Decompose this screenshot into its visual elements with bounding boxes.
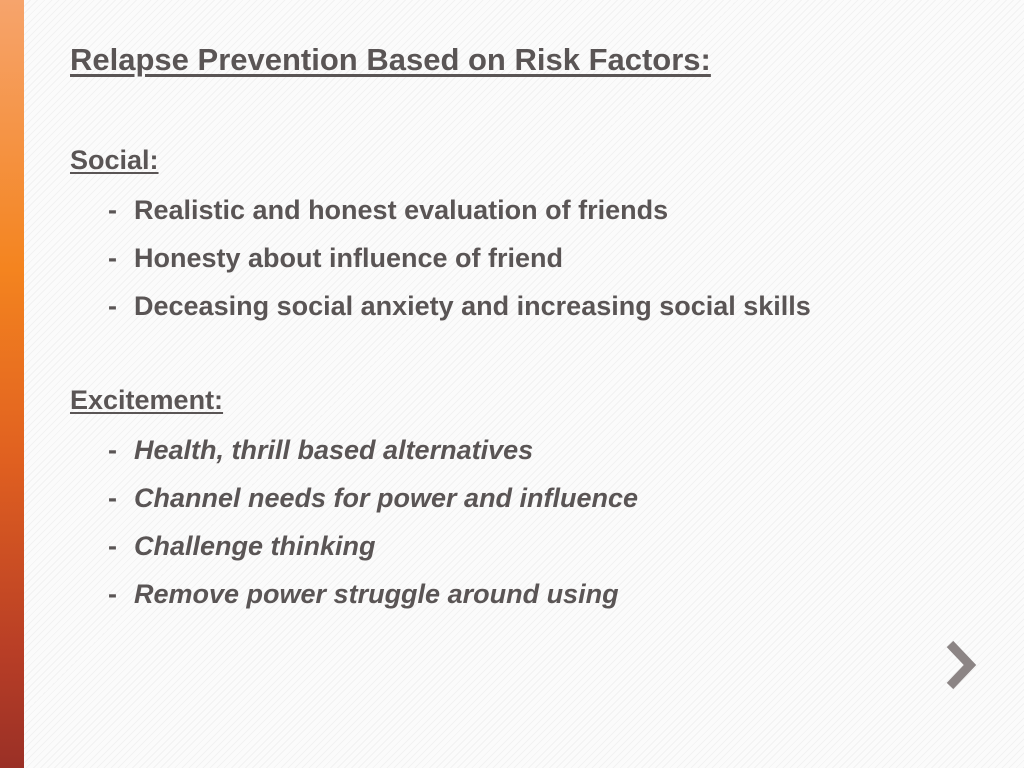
section-excitement [70,378,970,618]
bullet-text: Realistic and honest evaluation of friends [134,195,669,225]
bullet-dash: - [108,435,117,465]
slide-content [70,38,970,618]
list-item [70,234,970,282]
list-item [70,474,970,522]
list-item [70,186,970,234]
bullet-dash: - [108,243,117,273]
accent-bar [0,0,24,768]
bullet-text: Challenge thinking [134,531,376,561]
bullet-dash: - [108,291,117,321]
section-heading-excitement: Excitement: [70,385,224,415]
bullet-text: Channel needs for power and influence [134,483,639,513]
bullet-text: Remove power struggle around using [134,579,619,609]
list-item [70,426,970,474]
bullet-text: Deceasing social anxiety and increasing social skills [134,291,811,321]
bullet-list-social [70,186,970,330]
list-item [70,282,970,330]
bullet-text: Honesty about influence of friend [134,243,564,273]
bullet-list-excitement [70,426,970,618]
bullet-text: Health, thrill based alternatives [134,435,534,465]
next-slide-button[interactable] [944,640,978,690]
bullet-dash: - [108,483,117,513]
section-social [70,138,970,330]
list-item [70,570,970,618]
list-item [70,522,970,570]
bullet-dash: - [108,195,117,225]
section-heading-social: Social: [70,145,159,175]
slide-title: Relapse Prevention Based on Risk Factors: [70,42,711,77]
bullet-dash: - [108,579,117,609]
bullet-dash: - [108,531,117,561]
chevron-right-icon [944,640,978,690]
